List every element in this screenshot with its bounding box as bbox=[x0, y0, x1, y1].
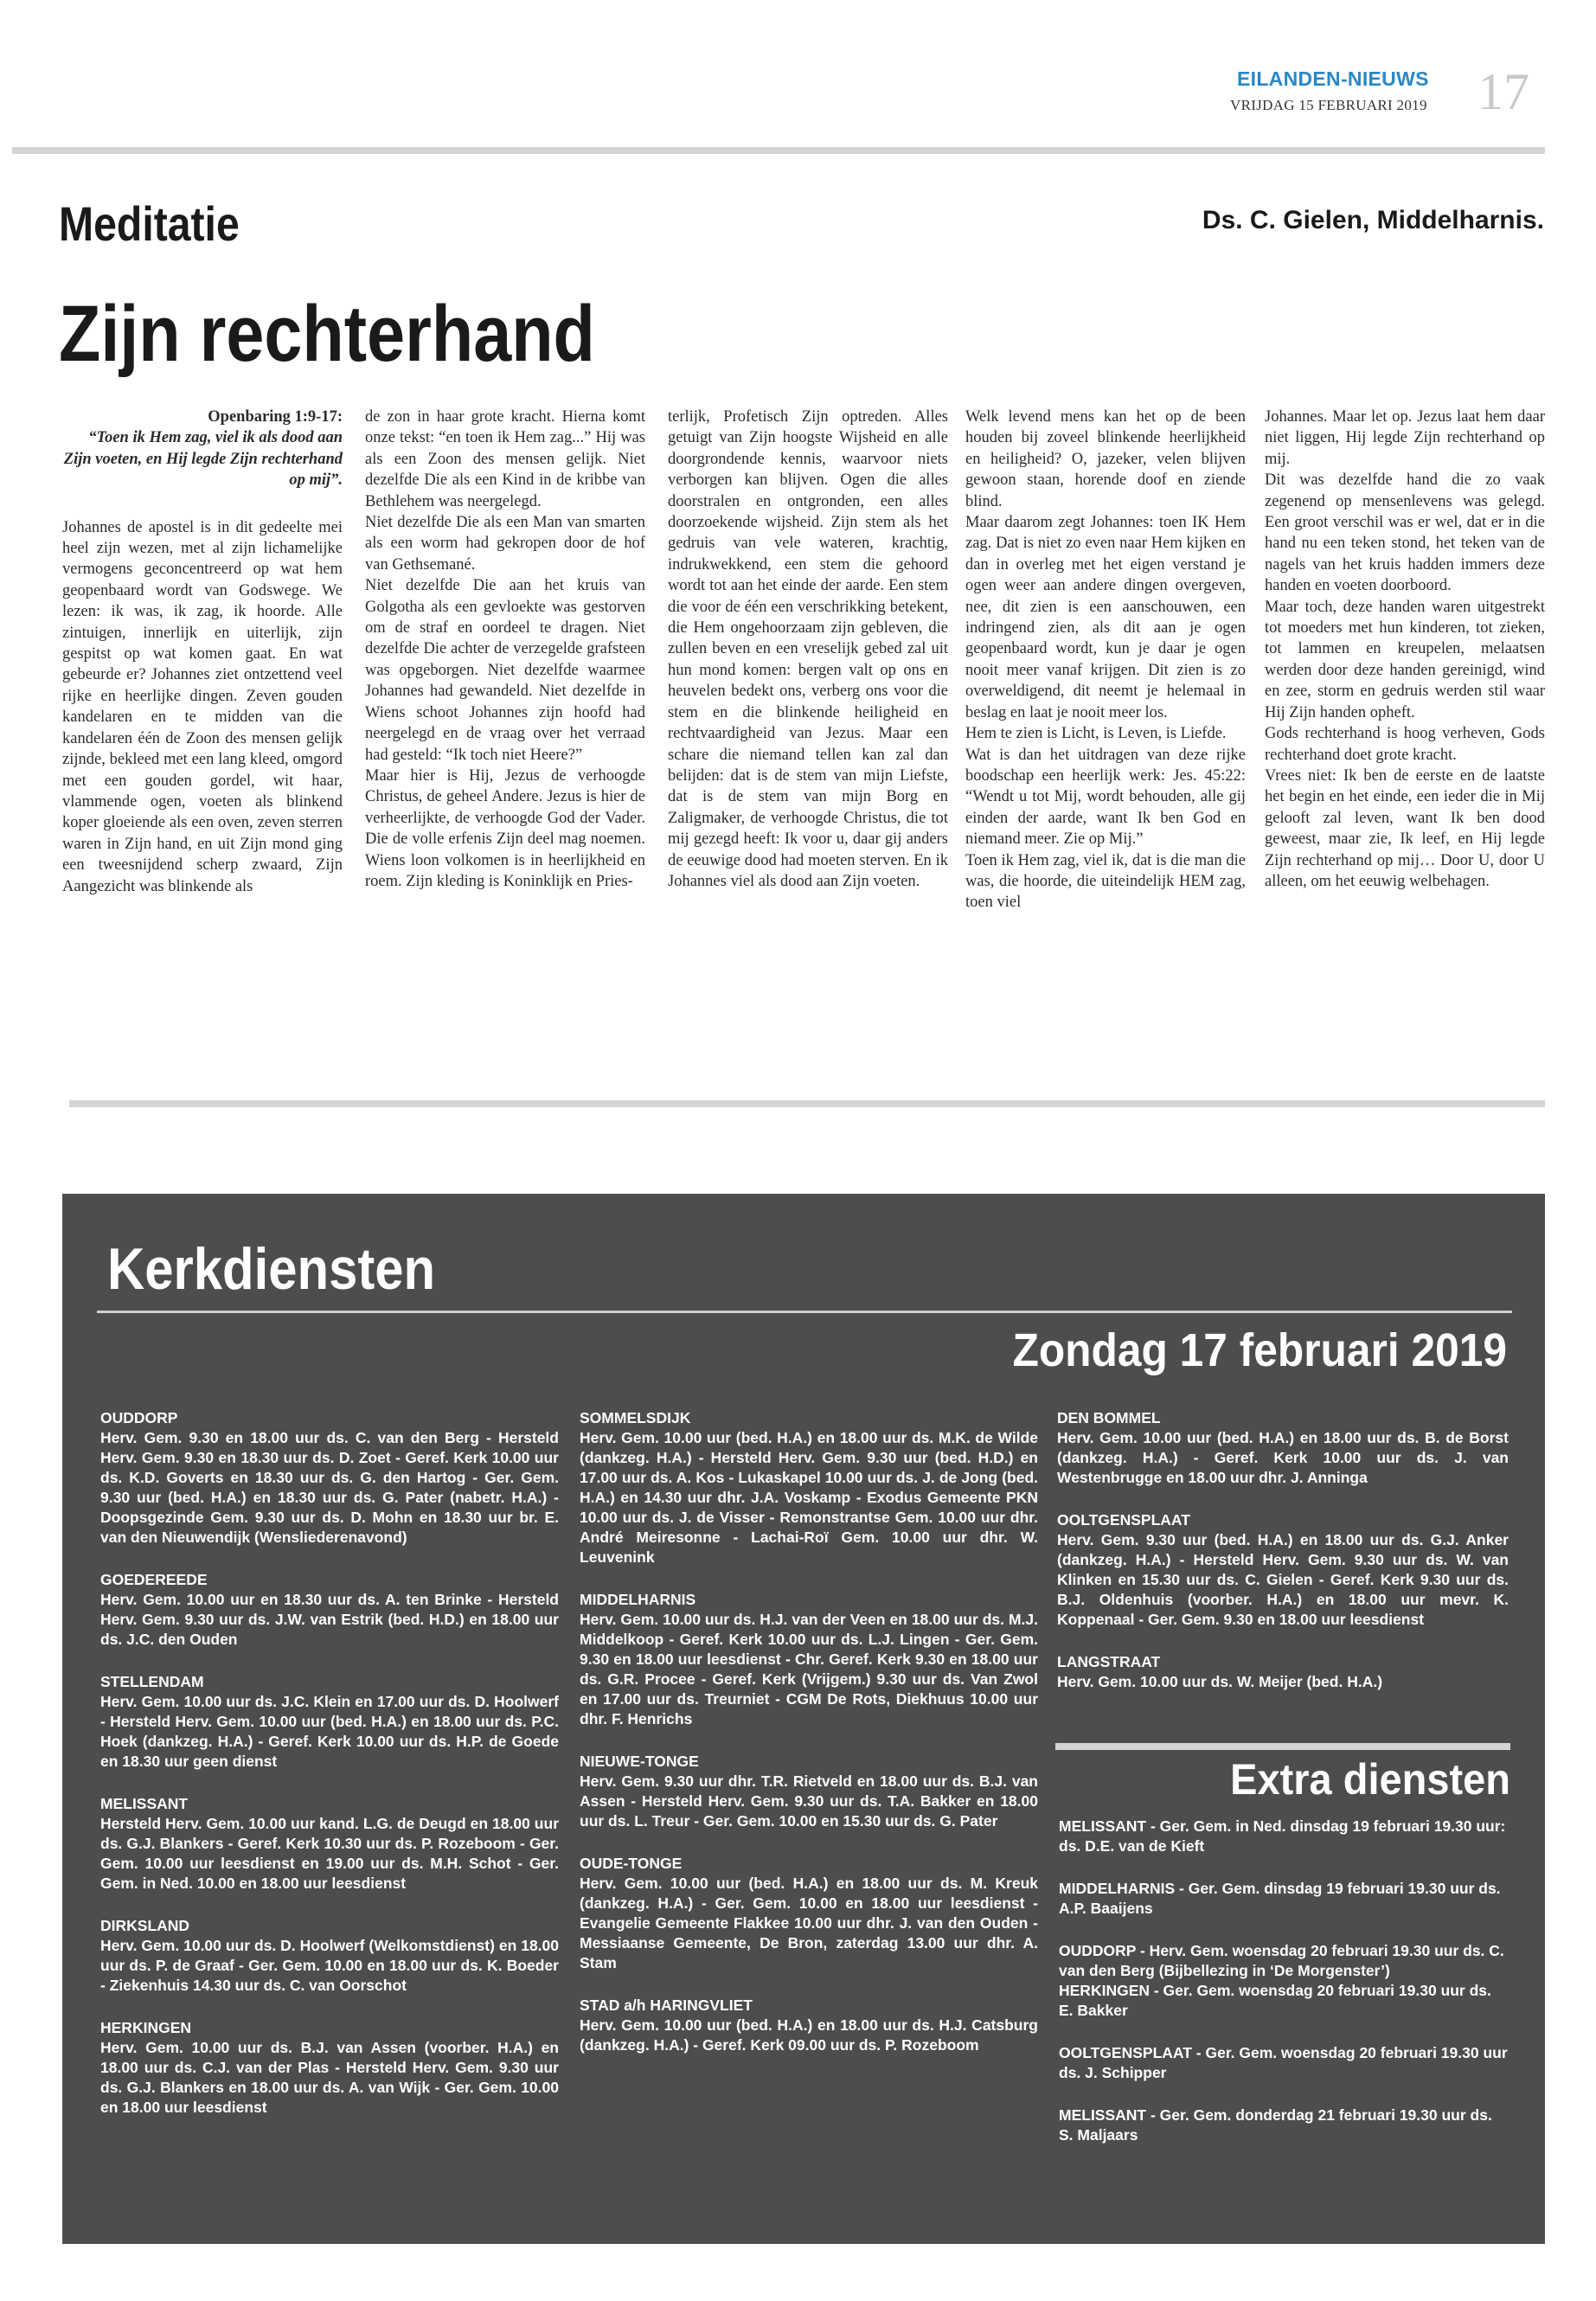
extra-service-entry: OUDDORP - Herv. Gem. woensdag 20 februari 19.30 uur ds. C. van den Berg (Bijbellezing in ‘De Morgenster’) bbox=[1059, 1942, 1504, 1979]
place-name: STELLENDAM bbox=[100, 1673, 204, 1690]
service-details: Herv. Gem. 10.00 uur (bed. H.A.) en 18.00 uur ds. H.J. Catsburg (dankzeg. H.A.) - Geref. Kerk 09.00 uur ds. P. Rozeboom bbox=[580, 2016, 1038, 2054]
paragraph: Hem te zien is Licht, is Leven, is Liefde. bbox=[965, 725, 1227, 743]
paragraph: Wat is dan het uitdragen van deze rijke boodschap een heerlijk werk: Jes. 45:22: “Wendt u tot Mij, wordt behouden, alle gij einden der aarde, want Ik ben God en niemand meer. Zie op Mij.” bbox=[965, 746, 1246, 849]
article-body bbox=[62, 407, 1545, 1029]
service-entry bbox=[100, 1570, 559, 1650]
paragraph: Maar daarom zegt Johannes: toen IK Hem zag. Dat is niet zo even naar Hem kijken en dan in overleg met het eigen verstand je ogen weer aan andere dingen overgeven, nee, dit zien is een aanschouwen, een indringend zien, als dit aan je ogen geopenbaard wordt, kun je daar je ogen nooit meer vanaf krijgen. Dit zien is zo overweldigend, dit neemt je helemaal in beslag en laat je nooit meer los. bbox=[965, 514, 1246, 721]
service-entry bbox=[1057, 1510, 1509, 1630]
services-column-1 bbox=[100, 1408, 559, 2140]
extra-services-title: Extra diensten bbox=[1230, 1755, 1510, 1804]
paragraph: Johannes. Maar let op. Jezus laat hem daar niet liggen, Hij legde Zijn rechterhand op mij. bbox=[1265, 408, 1545, 468]
extra-service-entry: MIDDELHARNIS - Ger. Gem. dinsdag 19 februari 19.30 uur ds. A.P. Baaijens bbox=[1059, 1880, 1501, 1917]
services-column-3 bbox=[1057, 1408, 1509, 1715]
service-details: Herv. Gem. 9.30 en 18.00 uur ds. C. van den Berg - Hersteld Herv. Gem. 9.30 en 18.30 uur ds. D. Zoet - Geref. Kerk 10.00 uur ds. K.D. Goverts en 18.30 uur ds. G. den Hartog - Ger. Gem. 9.30 uur (bed. H.A.) en 18.30 uur ds. G. Pater (nabetr. H.A.) - Doopsgezinde Gem. 9.30 uur ds. D. Mohn en 18.30 uur br. E. van den Nieuwendijk (Wensliederenavond) bbox=[100, 1429, 559, 1546]
service-entry bbox=[1057, 1652, 1509, 1692]
service-details: Herv. Gem. 10.00 uur ds. B.J. van Assen (voorber. H.A.) en 18.00 uur ds. C.J. van der Plas - Hersteld Herv. Gem. 9.30 uur ds. G.J. Blankers en 18.00 uur ds. A. van Wijk - Ger. Gem. 10.00 en 18.00 uur leesdienst bbox=[100, 2039, 559, 2116]
service-details: Herv. Gem. 10.00 uur (bed. H.A.) en 18.00 uur ds. M.K. de Wilde (dankzeg. H.A.) - Hersteld Herv. Gem. 9.30 uur (bed. H.D.) en 17.00 uur ds. A. Kos - Lukaskapel 10.00 uur ds. J. de Jong (bed. H.A.) en 14.30 uur dhr. J.A. Voskamp - Exodus Gemeente PKN 10.00 uur ds. J. de Visser - Remonstrantse Gem. 10.00 uur dhr. André Meiresonne - Lachai-Roï Gem. 10.00 uur dhr. W. Leuvenink bbox=[580, 1429, 1038, 1566]
service-details: Herv. Gem. 9.30 uur (bed. H.A.) en 18.00 uur ds. G.J. Anker (dankzeg. H.A.) - Hersteld Herv. Gem. 9.30 uur ds. W. van Klinken en 15.30 uur ds. C. Gielen - Geref. Kerk 9.30 uur ds. B.J. Oldenhuis (voorber. H.A.) en 18.00 uur mevr. K. Koppenaal - Ger. Gem. 9.30 en 18.00 uur leesdienst bbox=[1057, 1531, 1509, 1628]
top-divider bbox=[12, 147, 1545, 154]
paragraph: terlijk, Profetisch Zijn optreden. Alles getuigt van Zijn hoogste Wijsheid en alle doorgrondende kennis, waarvoor niets verborgen kan blijven. Ogen die alles doorstralen en ontgronden, een alles doorzoekende wijsheid. Zijn stem als het gedruis van vele wateren, krachtig, indrukwekkend, een stem die gehoord wordt tot aan het einde der aarde. Een stem die voor de één een verschrikking betekent, die Hem ongehoorzaam zijn gebleven, die zullen beven en een vreselijk gebed zal uit hun mond komen: bergen valt op ons en heuvelen bedekt ons, verberg ons voor die stem en die blinkende heiligheid en rechtvaardigheid van Jezus. Maar een schare die niemand tellen kan zal dan belijden: dat is de stem van mijn Liefste, dat is de stem van mijn Borg en Zaligmaker, de verhoogde Christus, die tot mij gezegd heeft: Ik voor u, daar gij anders de eeuwige dood had moeten sterven. En ik Johannes viel als dood aan Zijn voeten. bbox=[668, 408, 948, 890]
services-column-2 bbox=[580, 1408, 1038, 2078]
service-entry bbox=[100, 1916, 559, 1996]
extra-divider bbox=[1055, 1743, 1510, 1750]
place-name: NIEUWE-TONGE bbox=[580, 1753, 699, 1770]
article-column-5 bbox=[1265, 407, 1545, 892]
service-entry bbox=[580, 1854, 1038, 1973]
place-name: MIDDELHARNIS bbox=[580, 1591, 696, 1608]
place-name: LANGSTRAAT bbox=[1057, 1653, 1161, 1670]
place-name: MELISSANT bbox=[100, 1795, 189, 1812]
paragraph: Niet dezelfde Die aan het kruis van Golgotha als een gevloekte was gestorven om de straf en oordeel te dragen. Niet dezelfde Die achter de verzegelde grafsteen was opgeborgen. Niet dezelfde waarmee Johannes had gewandeld. Niet dezelfde in Wiens schoot Johannes zijn hoofd had neergelegd en de vraag over het verraad had gesteld: “Ik toch niet Heere?” bbox=[365, 577, 645, 764]
service-details: Hersteld Herv. Gem. 10.00 uur kand. L.G. de Deugd en 18.00 uur ds. G.J. Blankers - Geref. Kerk 10.30 uur ds. P. Rozeboom - Ger. Gem. 10.00 uur leesdienst en 19.00 uur ds. M.H. Schot - Ger. Gem. in Ned. 10.00 en 18.00 uur leesdienst bbox=[100, 1815, 559, 1892]
service-details: Herv. Gem. 10.00 uur ds. D. Hoolwerf (Welkomstdienst) en 18.00 uur ds. P. de Graaf - Ger. Gem. 10.00 en 18.00 uur ds. K. Boeder - Ziekenhuis 14.30 uur ds. C. van Oorschot bbox=[100, 1937, 559, 1994]
section-title: Meditatie bbox=[59, 196, 240, 251]
service-entry bbox=[100, 1408, 559, 1548]
service-entry bbox=[100, 2018, 559, 2118]
paragraph: Dit was dezelfde hand die zo vaak zegenend op mensenlevens was gelegd. Een groot verschil was er wel, dat er in die hand nu een teken stond, het teken van de nagels van het kruis hadden immers deze handen en voeten doorboord. bbox=[1265, 471, 1545, 595]
paragraph: Vrees niet: Ik ben de eerste en de laatste het begin en het einde, een ieder die in Mij gelooft zal leven, want Ik ben dood geweest, maar zie, Ik leef, en Hij legde Zijn rechterhand op mij… Door U, door U alleen, om het eeuwig welbehagen. bbox=[1265, 766, 1545, 890]
article-author: Ds. C. Gielen, Middelharnis. bbox=[1202, 206, 1544, 234]
paragraph: Toen ik Hem zag, viel ik, dat is die man die was, die hoorde, die uiteindelijk HEM zag, toen viel bbox=[965, 851, 1246, 912]
paragraph: Gods rechterhand is hoog verheven, Gods rechterhand doet grote kracht. bbox=[1265, 725, 1545, 764]
service-entry bbox=[100, 1672, 559, 1772]
article-headline: Zijn rechterhand bbox=[59, 290, 595, 378]
place-name: STAD a/h HARINGVLIET bbox=[580, 1997, 753, 2014]
article-column-1 bbox=[62, 407, 343, 897]
issue-date: VRIJDAG 15 FEBRUARI 2019 bbox=[1230, 97, 1427, 113]
article-column-4 bbox=[965, 407, 1246, 913]
scripture-quote: “Toen ik Hem zag, viel ik als dood aan Zijn voeten, en Hij legde Zijn rechterhand op mij”. bbox=[63, 429, 343, 490]
service-entry bbox=[580, 1408, 1038, 1567]
extra-service-entry: OOLTGENSPLAAT - Ger. Gem. woensdag 20 februari 19.30 uur ds. J. Schipper bbox=[1059, 2044, 1508, 2081]
service-details: Herv. Gem. 10.00 uur ds. W. Meijer (bed. H.A.) bbox=[1057, 1673, 1383, 1690]
extra-service-entry: MELISSANT - Ger. Gem. donderdag 21 februari 19.30 uur ds. S. Maljaars bbox=[1059, 2106, 1492, 2144]
place-name: OUDE-TONGE bbox=[580, 1855, 683, 1872]
service-entry bbox=[580, 1590, 1038, 1729]
place-name: OOLTGENSPLAAT bbox=[1057, 1511, 1190, 1529]
panel-title: Kerkdiensten bbox=[107, 1236, 436, 1302]
paragraph: Welk levend mens kan het op de been houden bij zoveel blinkende heerlijkheid en heiligheid? O, jazeker, velen blijven gewoon staan, horende doof en ziende blind. bbox=[965, 408, 1246, 510]
panel-divider bbox=[97, 1311, 1512, 1313]
service-details: Herv. Gem. 10.00 uur en 18.30 uur ds. A. ten Brinke - Hersteld Herv. Gem. 9.30 uur ds. J.W. van Estrik (bed. H.D.) en 18.00 uur ds. J.C. den Ouden bbox=[100, 1591, 559, 1648]
service-details: Herv. Gem. 9.30 uur dhr. T.R. Rietveld en 18.00 uur ds. B.J. van Assen - Hersteld Herv. Gem. 9.30 uur ds. T.A. Bakker en 18.00 uur ds. L. Treur - Ger. Gem. 10.00 en 15.30 uur ds. G. Pater bbox=[580, 1772, 1038, 1830]
place-name: DEN BOMMEL bbox=[1057, 1409, 1161, 1426]
page-number: 17 bbox=[1477, 63, 1529, 120]
article-column-2 bbox=[365, 407, 645, 892]
extra-services-list bbox=[1059, 1817, 1509, 2168]
services-date: Zondag 17 februari 2019 bbox=[1012, 1324, 1507, 1376]
paragraph: Johannes de apostel is in dit gedeelte mei heel zijn wezen, met al zijn lichamelijke vermogens geconcentreerd op wat hem geopenbaard wordt van Godswege. We lezen: ik was, ik zag, ik hoorde. Alle zintuigen, innerlijk en uiterlijk, zijn gespitst op wat komen gaat. En wat gebeurde er? Johannes ziet ontzettend veel rijke en heerlijke dingen. Zeven gouden kandelaren en te midden van die kandelaren één de Zoon des mensen gelijk zijnde, bekleed met een lang kleed, omgord met een gouden gordel, wit haar, vlammende ogen, voeten als blinkend koper gloeiende als een oven, zeven sterren waren in Zijn hand, en uit Zijn mond ging een tweesnijdend scherp zwaard, Zijn Aangezicht was blinkende als bbox=[62, 518, 343, 895]
extra-service-entry: MELISSANT - Ger. Gem. in Ned. dinsdag 19 februari 19.30 uur: ds. D.E. van de Kieft bbox=[1059, 1817, 1506, 1855]
paragraph: de zon in haar grote kracht. Hierna komt onze tekst: “en toen ik Hem zag...” Hij was als een Zoon des mensen gelijk. Niet dezelfde Die als een Kind in de kribbe van Bethlehem was neergelegd. bbox=[365, 408, 645, 510]
newspaper-logo: EILANDEN-NIEUWS bbox=[1237, 67, 1429, 90]
place-name: DIRKSLAND bbox=[100, 1917, 190, 1934]
place-name: GOEDEREEDE bbox=[100, 1571, 208, 1588]
service-entry bbox=[1057, 1408, 1509, 1488]
place-name: HERKINGEN bbox=[100, 2019, 192, 2036]
article-column-3 bbox=[668, 407, 948, 892]
paragraph: Niet dezelfde Die als een Man van smarten als een worm had gekropen door de hof van Gethsemané. bbox=[365, 514, 645, 574]
service-entry bbox=[100, 1794, 559, 1894]
place-name: OUDDORP bbox=[100, 1409, 178, 1426]
service-entry bbox=[580, 1996, 1038, 2055]
middle-divider bbox=[69, 1100, 1545, 1107]
service-entry bbox=[580, 1752, 1038, 1831]
service-details: Herv. Gem. 10.00 uur ds. H.J. van der Veen en 18.00 uur ds. M.J. Middelkoop - Geref. Kerk 10.00 uur ds. L.J. Lingen - Ger. Gem. 9.30 en 18.00 uur leesdienst - Chr. Geref. Kerk 9.30 en 18.00 uur ds. G.R. Procee - Geref. Kerk (Vrijgem.) 9.30 uur ds. Van Zwol en 17.00 uur ds. Treurniet - CGM De Rots, Diekhuus 10.00 uur dhr. F. Henrichs bbox=[580, 1611, 1038, 1727]
paragraph: Maar toch, deze handen waren uitgestrekt tot moeders met hun kinderen, tot zieken, tot lammen en kreupelen, melaatsen werden door deze handen gereinigd, wind en zee, storm en gedruis werden stil waar Hij Zijn handen opheft. bbox=[1265, 598, 1545, 721]
paragraph: Maar hier is Hij, Jezus de verhoogde Christus, de geheel Andere. Jezus is hier de verheerlijkte, de verhoogde God der Vader. Die de volle erfenis Zijn deel mag noemen. Wiens loon volkomen is in heerlijkheid en roem. Zijn kleding is Koninklijk en Pries- bbox=[365, 766, 645, 890]
church-services-panel bbox=[62, 1194, 1545, 2244]
scripture-reference: Openbaring 1:9-17: bbox=[208, 408, 343, 426]
service-details: Herv. Gem. 10.00 uur (bed. H.A.) en 18.00 uur ds. M. Kreuk (dankzeg. H.A.) - Ger. Gem. 10.00 en 18.00 uur leesdienst - Evangelie Gemeente Flakkee 10.00 uur dhr. J. van den Ouden - Messiaanse Gemeente, De Bron, zaterdag 13.00 uur dhr. A. Stam bbox=[580, 1875, 1038, 1971]
service-details: Herv. Gem. 10.00 uur ds. J.C. Klein en 17.00 uur ds. D. Hoolwerf - Hersteld Herv. Gem. 10.00 uur (bed. H.A.) en 18.00 uur ds. P.C. Hoek (dankzeg. H.A.) - Geref. Kerk 10.00 uur ds. H.P. de Goede en 18.30 uur geen dienst bbox=[100, 1693, 559, 1770]
extra-service-entry: HERKINGEN - Ger. Gem. woensdag 20 februari 19.30 uur ds. E. Bakker bbox=[1059, 1982, 1491, 2019]
place-name: SOMMELSDIJK bbox=[580, 1409, 691, 1426]
service-details: Herv. Gem. 10.00 uur (bed. H.A.) en 18.00 uur ds. B. de Borst (dankzeg. H.A.) - Geref. Kerk 10.00 uur ds. J. van Westenbrugge en 18.00 uur dhr. J. Anninga bbox=[1057, 1429, 1509, 1486]
